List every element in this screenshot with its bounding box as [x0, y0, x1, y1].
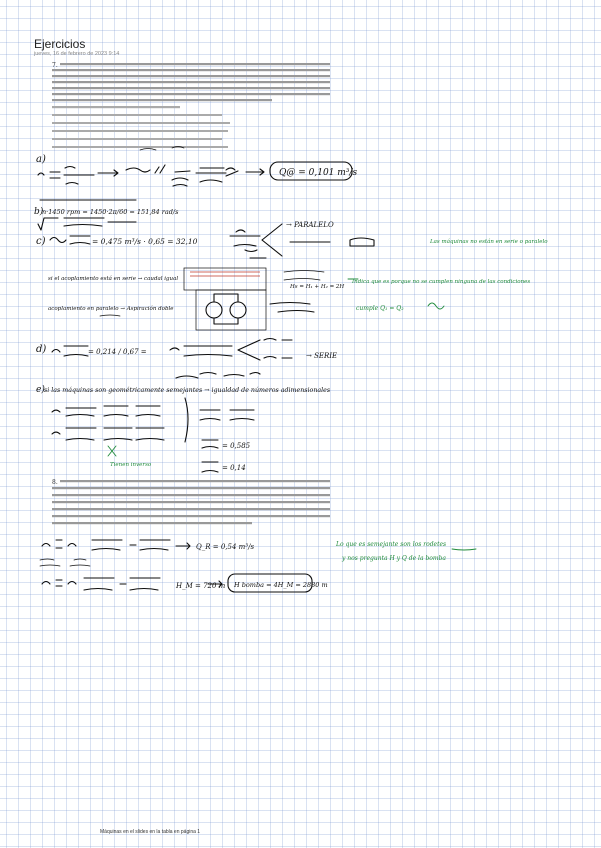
part-b	[34, 200, 179, 230]
svg-text:H bomba = 4H_M = 2880 m: H bomba = 4H_M = 2880 m	[234, 581, 328, 589]
svg-text:→ SERIE: → SERIE	[306, 352, 338, 360]
part-d	[36, 339, 337, 379]
page-footer: Máquinas en el slides en la tabla en página 1	[100, 829, 201, 835]
svg-text:si el acoplamiento está en ser: si el acoplamiento está en serie → caudal igual	[48, 276, 179, 282]
svg-text:Indica que es porque no se cum: Indica que es porque no se cumplen ninguna de las condiciones	[352, 279, 531, 285]
svg-text:b): b)	[34, 207, 44, 217]
svg-text:y nos pregunta H y Q de la bom: y nos pregunta H y Q de la bomba	[342, 555, 447, 562]
part-a1	[36, 147, 357, 187]
part-8	[40, 540, 476, 592]
problem7-number: 7.	[52, 62, 58, 69]
svg-text:H_M = 720 m: H_M = 720 m	[176, 582, 226, 590]
a1-result: Q@ = 0,101 m³/s	[279, 168, 358, 178]
svg-text:= 0,14: = 0,14	[222, 464, 246, 472]
svg-text:Lo que es semejante son los ro: Lo que es semejante son los rodetes	[336, 541, 447, 548]
page-title: Ejercicios	[34, 37, 86, 51]
page-date: jueves, 16 de febrero de 2023 9:14	[34, 51, 120, 57]
svg-text:e): e)	[36, 385, 45, 395]
part-e	[36, 384, 331, 472]
problem7-text	[52, 62, 330, 148]
svg-text:acoplamiento en paralelo → Asp: acoplamiento en paralelo → Aspiración doble	[48, 306, 174, 312]
svg-text:si las máquinas son geométrica: si las máquinas son geométricamente semejantes → igualdad de números adimensionales	[44, 387, 331, 394]
svg-text:Tienen inverso: Tienen inverso	[110, 462, 152, 468]
svg-text:= 0,214 / 0,67 =: = 0,214 / 0,67 =	[88, 348, 147, 356]
svg-text:= 0,585: = 0,585	[222, 442, 251, 450]
svg-text:Hs = H₁ + H₂ = 2H: Hs = H₁ + H₂ = 2H	[290, 284, 345, 290]
svg-text:cumple Q₁ = Q₂: cumple Q₁ = Q₂	[356, 305, 404, 312]
svg-text:= 0,475 m³/s · 0,65 = 32,10: = 0,475 m³/s · 0,65 = 32,10	[92, 237, 198, 246]
svg-text:c): c)	[36, 236, 46, 247]
problem8-text	[52, 479, 330, 524]
svg-text:d): d)	[36, 344, 47, 355]
svg-text:Las máquinas no están en serie: Las máquinas no están en serie o paralelo	[430, 239, 548, 245]
svg-text:a): a)	[36, 154, 46, 165]
pump-sketch	[48, 268, 530, 330]
svg-text:n·1450 rpm = 1450·2π/60 = 151,: n·1450 rpm = 1450·2π/60 = 151,84 rad/s	[42, 208, 179, 216]
svg-text:Q_R = 0,54 m³/s: Q_R = 0,54 m³/s	[196, 543, 255, 551]
problem8-number: 8.	[52, 479, 58, 486]
svg-text:→ PARALELO: → PARALELO	[286, 221, 334, 229]
